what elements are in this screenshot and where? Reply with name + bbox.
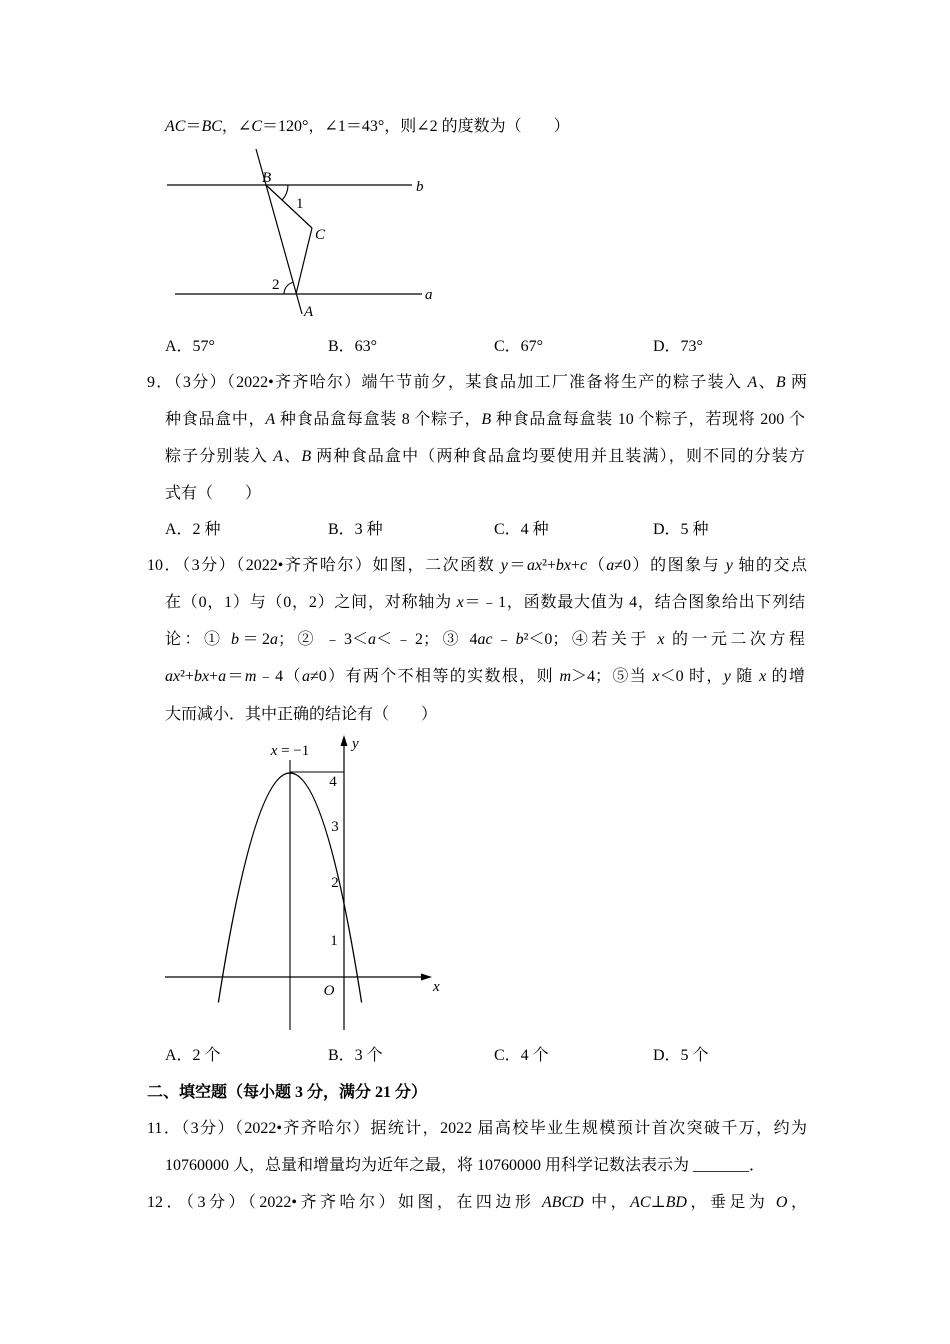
math-variable: bx xyxy=(555,557,572,574)
math-variable: b xyxy=(515,631,524,648)
tick-label-4: 4 xyxy=(329,774,337,790)
text-run: ＝﹣1，函数最大值为 4，结合图象给出下列结 xyxy=(463,594,805,611)
text-run: ²+ xyxy=(542,557,556,574)
text-run: 两种食品盒中（两种食品盒均要使用并且装满），则不同的分装方 xyxy=(311,448,805,465)
line-a-label: a xyxy=(425,287,433,303)
math-variable: ax xyxy=(165,668,181,685)
text-run: 、 xyxy=(282,448,302,465)
q9-line-2 xyxy=(165,409,805,431)
y-axis-arrow xyxy=(341,735,348,746)
angle-1-arc xyxy=(282,185,288,200)
q10-option-a: A．2 个 xyxy=(165,1047,221,1064)
q9-option-b: B．3 种 xyxy=(328,521,383,538)
q10-graph xyxy=(160,728,450,1040)
tick-label-1: 1 xyxy=(330,933,338,949)
symmetry-axis-label xyxy=(270,743,310,759)
tick-label-2: 2 xyxy=(331,875,339,891)
math-variable: B xyxy=(301,448,312,465)
text-run: + xyxy=(209,668,219,685)
point-a-label: A xyxy=(304,304,314,320)
math-variable: a xyxy=(301,668,310,685)
text-run: 、 xyxy=(757,374,776,391)
text-run: 种食品盒每盒装 10 个粽子，若现将 200 个 xyxy=(491,411,805,428)
q10-line-5 xyxy=(165,704,805,726)
math-variable: a xyxy=(606,557,615,574)
text-run: 的增 xyxy=(766,668,805,685)
text-run: 种食品盒中， xyxy=(165,411,266,428)
text-run: ＝ xyxy=(226,668,245,685)
math-variable: a xyxy=(218,668,227,685)
text-run: ＜﹣2；③ 4 xyxy=(375,631,478,648)
text-run: ，垂足为 xyxy=(686,1194,776,1211)
text-run: ⊥ xyxy=(650,1194,666,1211)
text-run: 粽子分别装入 xyxy=(165,448,274,465)
y-axis-label: y xyxy=(352,736,359,752)
text-run: ；② ﹣3＜ xyxy=(277,631,368,648)
q10-option-d: D．5 个 xyxy=(653,1047,709,1064)
text-run: 式有（ ） xyxy=(165,485,262,502)
math-variable: a xyxy=(367,631,376,648)
section-2-heading: 二、填空题（每小题 3 分，满分 21 分） xyxy=(147,1084,428,1101)
math-variable: B xyxy=(481,411,492,428)
q8-option-b: B．63° xyxy=(328,338,378,355)
math-variable: b xyxy=(230,631,239,648)
math-variable: x xyxy=(657,631,665,648)
q9-option-c: C．4 种 xyxy=(494,521,549,538)
text-run: ＞4；⑤当 xyxy=(571,668,653,685)
q8-option-a: A．57° xyxy=(165,338,215,355)
text-run: ≠0）有两个不相等的实数根，则 xyxy=(309,668,560,685)
q9-line-4 xyxy=(165,483,805,505)
text-run: 9．（3分）（2022•齐齐哈尔）端午节前夕，某食品加工厂准备将生产的粽子装入 xyxy=(147,374,748,391)
q10-option-c: C．4 个 xyxy=(494,1047,549,1064)
text-run: 12．（3分）（2022•齐齐哈尔）如图，在四边形 xyxy=(147,1194,542,1211)
line-b-label: b xyxy=(416,179,424,195)
text-run: 轴的交点 xyxy=(732,557,807,574)
text-run: 在（0，1）与（0，2）之间，对称轴为 xyxy=(165,594,457,611)
math-variable: bx xyxy=(193,668,210,685)
text-run: 中， xyxy=(583,1194,631,1211)
math-variable: m xyxy=(244,668,257,685)
q10-line-3 xyxy=(165,629,805,651)
symmetry-axis-value: = −1 xyxy=(277,743,310,759)
math-variable: c xyxy=(580,557,588,574)
x-axis-arrow xyxy=(421,974,432,981)
math-variable: A xyxy=(747,374,758,391)
text-run: （ xyxy=(587,557,607,574)
q9-option-d: D．5 种 xyxy=(653,521,709,538)
q10-line-4 xyxy=(165,666,805,688)
text-run: 10．（3分）（2022•齐齐哈尔）如图，二次函数 xyxy=(147,557,501,574)
text-run: ﹣ xyxy=(492,631,516,648)
text-run: 随 xyxy=(730,668,760,685)
math-variable: BD xyxy=(665,1194,687,1211)
math-variable: AC xyxy=(165,118,186,135)
point-c-label: C xyxy=(315,227,326,243)
text-run: ＝2 xyxy=(238,631,270,648)
text-run: 论：① xyxy=(165,631,231,648)
text-run: ＜0 时， xyxy=(659,668,724,685)
math-variable: AC xyxy=(630,1194,651,1211)
text-run: 种食品盒每盒装 8 个粽子， xyxy=(275,411,482,428)
math-variable: C xyxy=(251,118,263,135)
q8-stem-line xyxy=(165,116,805,138)
math-variable: y xyxy=(500,557,508,574)
q10-line-1 xyxy=(147,555,807,577)
q8-option-c: C．67° xyxy=(494,338,544,355)
text-run: ²＜0；④若关于 xyxy=(523,631,658,648)
math-variable: x xyxy=(652,668,660,685)
q12-line-1 xyxy=(147,1192,807,1214)
q8-figure xyxy=(160,140,450,325)
q9-option-a: A．2 种 xyxy=(165,521,221,538)
text-run: ＝ xyxy=(185,118,202,135)
text-run: ＝ xyxy=(507,557,527,574)
text-run: 11．（3分）（2022•齐齐哈尔）据统计，2022 届高校毕业生规模预计首次突破千万，约为 xyxy=(147,1120,807,1137)
q11-line-2 xyxy=(165,1155,805,1177)
q9-line-3 xyxy=(165,446,805,468)
math-variable: y xyxy=(725,557,733,574)
text-run: ≠0）的图象与 xyxy=(614,557,726,574)
text-run: ，∠ xyxy=(221,118,252,135)
q9-line-1 xyxy=(147,372,807,394)
math-variable: ABCD xyxy=(541,1194,584,1211)
tick-label-3: 3 xyxy=(331,819,339,835)
math-variable: B xyxy=(775,374,786,391)
text-run: 两 xyxy=(785,374,807,391)
math-variable: x xyxy=(456,594,464,611)
math-variable: m xyxy=(559,668,571,685)
x-axis-label: x xyxy=(433,979,440,995)
text-run: 大而减小．其中正确的结论有（ ） xyxy=(165,706,438,723)
angle-2-arc xyxy=(284,282,293,294)
math-variable: y xyxy=(723,668,731,685)
math-variable: A xyxy=(265,411,276,428)
origin-label: O xyxy=(323,983,335,999)
text-run: ²+ xyxy=(180,668,194,685)
text-run: ＝120°，∠1＝43°，则∠2 的度数为（ ） xyxy=(262,118,570,135)
math-variable: ax xyxy=(526,557,543,574)
math-variable: O xyxy=(775,1194,788,1211)
math-variable: BC xyxy=(201,118,222,135)
q10-line-2 xyxy=(165,592,805,614)
math-variable: ac xyxy=(477,631,493,648)
segment-ca xyxy=(296,228,312,294)
text-run: 10760000 人，总量和增量均为近年之最，将 10760000 用科学记数法表示为 _______． xyxy=(165,1157,766,1174)
q11-line-1 xyxy=(147,1118,807,1140)
symmetry-axis-variable: x xyxy=(270,743,278,759)
angle-2-label: 2 xyxy=(272,277,280,293)
point-b-label: B xyxy=(262,170,272,186)
q10-option-b: B．3 个 xyxy=(328,1047,383,1064)
math-variable: x xyxy=(759,668,767,685)
text-run: ， xyxy=(787,1194,807,1211)
text-run: ﹣4（ xyxy=(256,668,302,685)
math-variable: a xyxy=(269,631,278,648)
math-variable: A xyxy=(273,448,283,465)
angle-1-label: 1 xyxy=(296,196,304,212)
q8-option-d: D．73° xyxy=(653,338,703,355)
text-run: + xyxy=(571,557,581,574)
text-run: 的一元二次方程 xyxy=(664,631,805,648)
segment-bc xyxy=(266,185,312,228)
